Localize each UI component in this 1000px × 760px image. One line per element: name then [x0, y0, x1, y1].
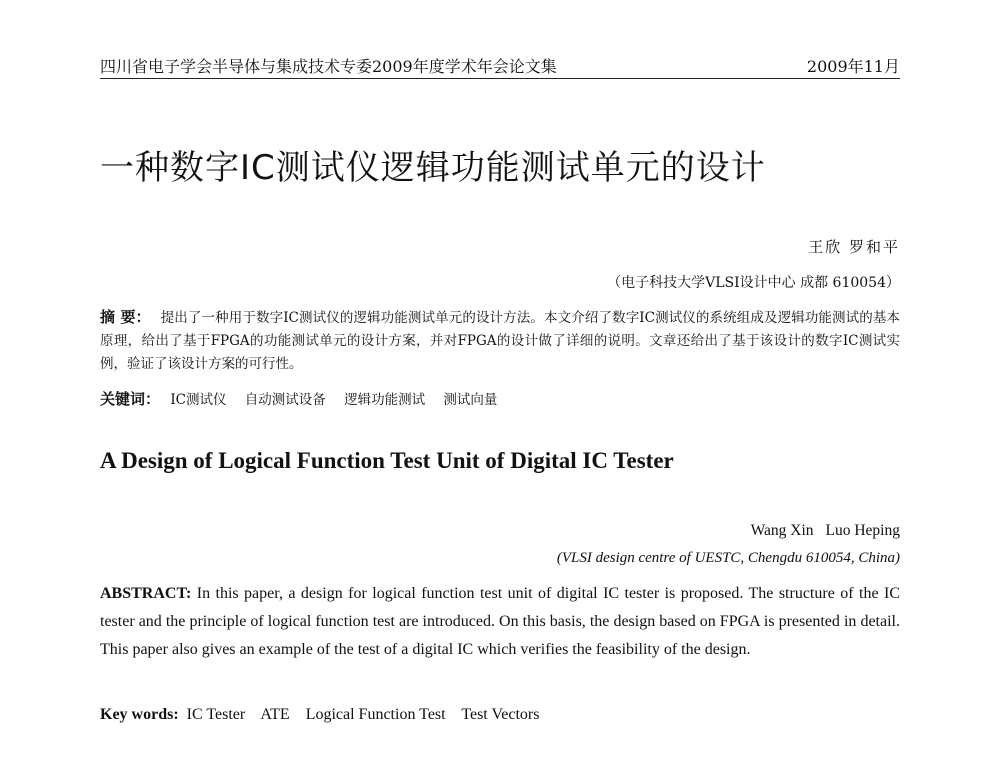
keyword-cn: IC测试仪 — [170, 392, 227, 408]
abstract-en-label: ABSTRACT: — [100, 585, 192, 602]
abstract-en-text: In this paper, a design for logical function test unit of digital IC tester is proposed. The structure of the IC tester and the principle of logical function test are introduced. On this basis, the design based on FPGA is presented in detail. This paper also gives an example of the test of a digital IC which verifies the feasibility of the design. — [100, 585, 901, 658]
authors-cn: 王欣 罗和平 — [808, 238, 900, 256]
author-en: Wang Xin — [750, 522, 814, 539]
keyword-cn: 逻辑功能测试 — [344, 392, 426, 408]
abstract-cn — [100, 306, 900, 376]
affiliation-cn: （电子科技大学VLSI设计中心 成都 610054） — [607, 275, 900, 291]
paper-title-en: A Design of Logical Function Test Unit of Digital IC Tester — [100, 448, 674, 473]
keyword-en: ATE — [260, 706, 290, 723]
keyword-en: IC Tester — [186, 706, 246, 723]
keywords-cn-label: 关键词： — [100, 390, 161, 408]
abstract-cn-label: 摘 要： — [100, 308, 151, 326]
publication-date: 2009年11月 — [806, 57, 900, 76]
journal-title: 四川省电子学会半导体与集成技术专委2009年度学术年会论文集 — [100, 57, 557, 76]
author-en: Luo Heping — [825, 522, 900, 539]
authors-en — [751, 522, 900, 540]
keywords-cn — [100, 388, 900, 409]
affiliation-en: (VLSI design centre of UESTC, Chengdu 610054, China) — [556, 550, 900, 566]
keywords-en — [100, 706, 900, 724]
paper-title-cn: 一种数字IC测试仪逻辑功能测试单元的设计 — [100, 148, 766, 188]
keyword-cn: 自动测试设备 — [244, 392, 326, 408]
abstract-en — [100, 580, 900, 664]
keywords-en-label: Key words: — [100, 706, 179, 723]
abstract-cn-text: 提出了一种用于数字IC测试仪的逻辑功能测试单元的设计方法。本文介绍了数字IC测试仪的系统组成及逻辑功能测试的基本原理，给出了基于FPGA的功能测试单元的设计方案，并对FPGA的设计做了详细的说明。文章还给出了基于该设计的数字IC测试实例，验证了该设计方案的可行性。 — [100, 310, 900, 372]
keyword-cn: 测试向量 — [443, 392, 498, 408]
keyword-en: Test Vectors — [461, 706, 540, 723]
running-header — [100, 50, 900, 79]
keyword-en: Logical Function Test — [305, 706, 446, 723]
